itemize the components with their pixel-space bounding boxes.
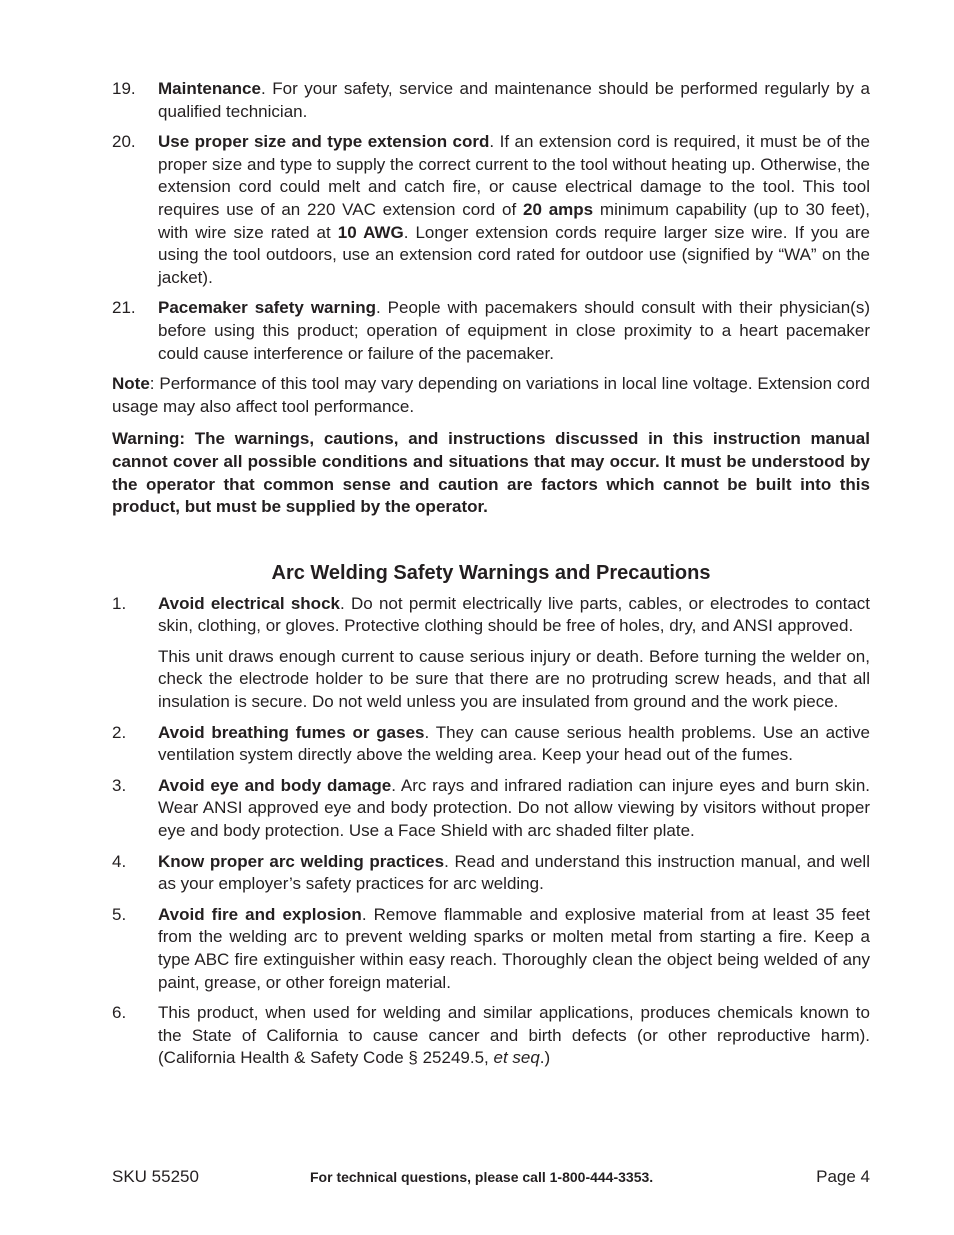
list-item-fire <box>112 904 870 994</box>
item-title: Avoid fire and explosion <box>158 904 362 924</box>
tech-support-line: For technical questions, please call 1-800-444-3353. <box>310 1169 654 1185</box>
list-item-eye-damage <box>112 775 870 843</box>
sku-label: SKU 55250 <box>112 1167 199 1186</box>
list-item-practices <box>112 851 870 896</box>
item-body: . Arc rays and infrared radiation can injure eyes and burn skin. Wear ANSI approved eye and body protection. Do not allow viewing by visitors without proper eye and body protection. Use a Face Shield with arc shaded filter plate. <box>158 775 870 841</box>
item-number: 6. <box>112 1003 127 1023</box>
item-number: 1. <box>112 593 127 613</box>
item-body: . For your safety, service and maintenance should be performed regularly by a qualified technician. <box>158 79 870 121</box>
item-body: minimum capability (up to 30 feet), with wire size rated at <box>158 199 871 242</box>
list-item-pacemaker <box>112 297 870 365</box>
section-heading: Arc Welding Safety Warnings and Precautions <box>271 561 711 584</box>
item-italic: et seq <box>493 1048 540 1068</box>
list-item-extension-cord <box>112 131 870 289</box>
item-title: Avoid breathing fumes or gases <box>158 722 425 742</box>
item-continuation: This unit draws enough current to cause serious injury or death. Before turning the welder on, check the electrode holder to be sure that there are no protruding screw heads, and that all insulation is secure. Do not weld unless you are insulated from ground and the work piece. <box>158 646 870 712</box>
item-body: . People with pacemakers should consult with their physician(s) before using this product; operation of equipment in close proximity to a heart pacemaker could cause interference or failure of the pacemaker. <box>158 298 870 363</box>
item-body: . Do not permit electrically live parts, cables, or electrodes to contact skin, clothing, or gloves. Protective clothing should be free of holes, dry, and ANSI approved. <box>158 593 871 636</box>
list-item-california <box>112 1002 870 1070</box>
item-body: . Longer extension cords require larger size wire. If you are using the tool outdoors, use an extension cord rated for outdoor use (signified by “WA” on the jacket). <box>158 222 870 287</box>
item-body: . Read and understand this instruction manual, and well as your employer’s safety practices for arc welding. <box>158 851 870 894</box>
item-number: 5. <box>112 904 127 924</box>
warning-paragraph: Warning: The warnings, cautions, and instructions discussed in this instruction manual cannot cover all possible conditions and situations that may occur. It must be understood by the operator that common sense and caution are factors which cannot be built into this product, but must be supplied by the operator. <box>112 429 870 517</box>
item-title: Avoid eye and body damage <box>158 775 392 795</box>
item-number: 3. <box>112 775 127 795</box>
item-number: 2. <box>112 722 127 742</box>
item-body: . Remove flammable and explosive material from at least 35 feet from the welding arc to prevent welding sparks or molten metal from starting a fire. Keep a type ABC fire extinguisher within easy reach. Thoroughly clean the object being welded of any paint, grease, or other foreign material. <box>158 904 870 992</box>
page-footer <box>112 1167 870 1191</box>
manual-page <box>112 78 870 1078</box>
item-number: 4. <box>112 851 127 871</box>
note-body: : Performance of this tool may vary depending on variations in local line voltage. Extension cord usage may also affect tool performance. <box>112 374 870 416</box>
list-item-fumes <box>112 722 870 767</box>
item-title: Pacemaker safety warning <box>158 298 376 318</box>
item-body: .) <box>539 1048 551 1068</box>
item-number: 19. <box>112 79 136 98</box>
item-title: Know proper arc welding practices <box>158 851 445 871</box>
item-body: . If an extension cord is required, it must be of the proper size and type to supply the correct current to the tool without heating up. Otherwise, the extension cord could melt and catch fire, or cause electrical damage to the tool. This tool requires use of an 220 VAC extension cord of <box>158 132 870 219</box>
item-number: 20. <box>112 132 136 152</box>
item-body: This product, when used for welding and similar applications, produces chemicals known to the State of California to cause cancer and birth defects (or other reproductive harm). (California Health & Safety Code § 25249.5, <box>158 1003 870 1068</box>
item-number: 21. <box>112 298 136 318</box>
list-item-maintenance <box>112 78 870 123</box>
wire-size-value: 10 AWG <box>337 222 404 242</box>
item-title: Avoid electrical shock <box>158 593 340 613</box>
item-body: . They can cause serious health problems. Use an active ventilation system directly above the welding area. Keep your head out of the fumes. <box>158 722 870 765</box>
note-paragraph <box>112 373 870 418</box>
note-label: Note <box>112 374 150 394</box>
item-title: Use proper size and type extension cord <box>158 132 490 152</box>
amps-value: 20 amps <box>523 199 594 219</box>
item-title: Maintenance <box>158 79 261 98</box>
page-number: Page 4 <box>816 1167 870 1186</box>
list-item-electrical-shock <box>112 593 870 638</box>
